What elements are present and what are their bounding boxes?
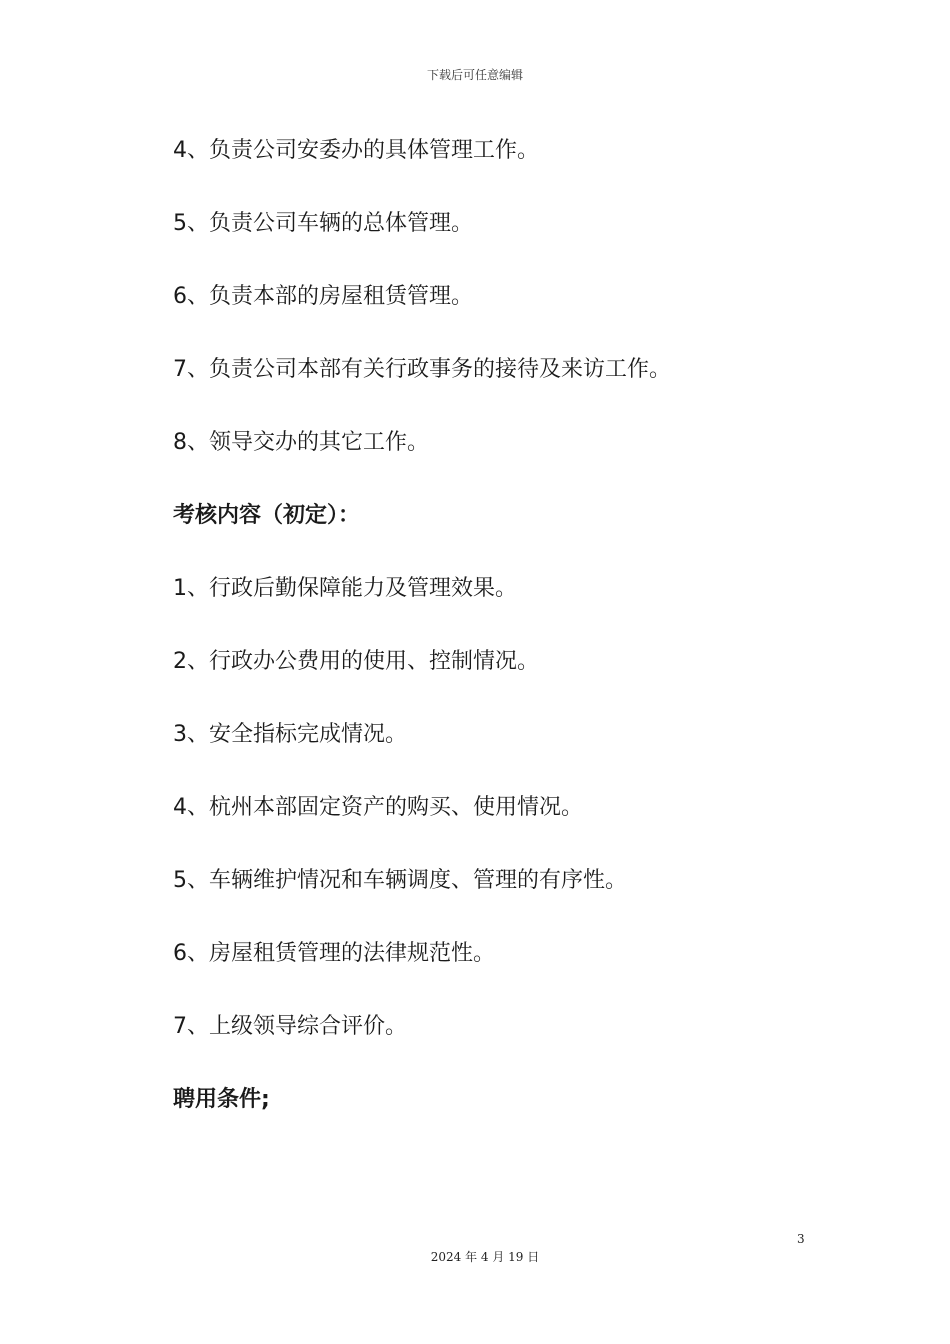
header-note: 下载后可任意编辑 <box>426 68 523 82</box>
page-number: 3 <box>797 1232 805 1246</box>
duty-item: 6、负责本部的房屋租赁管理。 <box>173 284 473 309</box>
assessment-item: 6、房屋租赁管理的法律规范性。 <box>173 941 495 966</box>
assessment-item: 1、行政后勤保障能力及管理效果。 <box>173 576 517 601</box>
assessment-item: 7、上级领导综合评价。 <box>173 1014 407 1039</box>
assessment-item: 2、行政办公费用的使用、控制情况。 <box>173 649 539 674</box>
assessment-item: 5、车辆维护情况和车辆调度、管理的有序性。 <box>173 868 627 893</box>
document-body <box>173 133 873 1155</box>
duty-item: 8、领导交办的其它工作。 <box>173 430 429 455</box>
footer-date: 2024 年 4 月 19 日 <box>430 1250 540 1264</box>
duty-item: 7、负责公司本部有关行政事务的接待及来访工作。 <box>173 357 671 382</box>
assessment-item: 3、安全指标完成情况。 <box>173 722 407 747</box>
assessment-heading: 考核内容（初定）： <box>173 503 361 528</box>
assessment-item: 4、杭州本部固定资产的购买、使用情况。 <box>173 795 583 820</box>
hiring-heading: 聘用条件; <box>173 1087 270 1112</box>
duty-item: 4、负责公司安委办的具体管理工作。 <box>173 138 539 163</box>
duty-item: 5、负责公司车辆的总体管理。 <box>173 211 473 236</box>
